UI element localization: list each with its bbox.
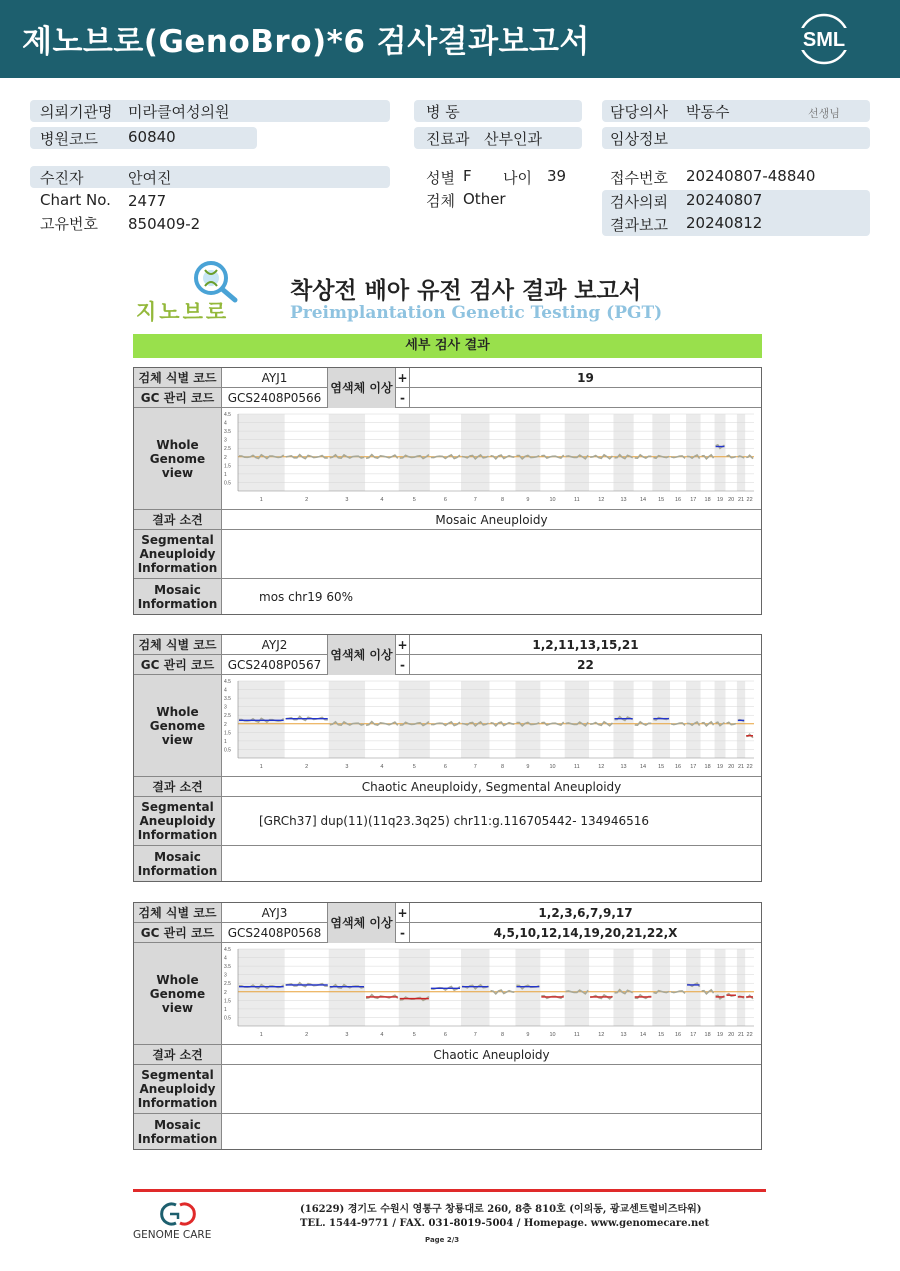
x-tick-label: 21 [737, 496, 745, 503]
y-tick-label: 2.5 [224, 980, 231, 987]
minus-sign: - [396, 655, 410, 674]
y-tick-label: 4.5 [224, 678, 231, 685]
chromosome-band [565, 681, 589, 758]
minus-sign: - [396, 388, 410, 407]
gc-code-value: GCS2408P0568 [222, 923, 328, 942]
chromosome-band [737, 949, 745, 1026]
x-tick-label: 20 [728, 1031, 735, 1038]
test-request-label: 검사의뢰 [610, 193, 668, 211]
copy-number-trace [671, 455, 685, 458]
clinical-info-label: 임상정보 [610, 130, 668, 148]
req-institution-value: 미라클여성의원 [128, 103, 230, 121]
plus-sign: + [396, 368, 410, 387]
chromosome-band [565, 949, 589, 1026]
x-tick-label: 19 [716, 496, 724, 503]
x-tick-label: 10 [549, 496, 556, 503]
segmental-label: Segmental Aneuploidy Information [134, 530, 222, 578]
x-tick-label: 3 [345, 496, 349, 503]
sample-table [133, 902, 762, 1150]
sample-table [133, 367, 762, 615]
x-tick-label: 6 [443, 496, 447, 503]
x-tick-label: 2 [305, 763, 309, 770]
copy-number-trace [491, 990, 515, 994]
specimen-label: 검체 [426, 192, 455, 210]
sex-value: F [463, 167, 472, 185]
genome-plot-svg [222, 676, 762, 776]
test-request-value: 20240807 [686, 191, 763, 209]
page-title: 제노브로(GenoBro)*6 검사결과보고서 [22, 24, 590, 60]
genome-chart [222, 943, 762, 1044]
sml-logo [796, 11, 852, 67]
x-tick-label: 22 [746, 496, 753, 503]
genome-care-logo-icon [158, 1199, 198, 1227]
x-tick-label: 21 [737, 763, 745, 770]
x-tick-label: 2 [305, 1031, 309, 1038]
plus-chromosomes: 1,2,11,13,15,21 [532, 637, 639, 652]
y-tick-label: 1.5 [224, 729, 231, 736]
doctor-value: 박동수 [686, 103, 730, 121]
gc-code-label: GC 관리 코드 [134, 923, 222, 942]
y-tick-label: 1.5 [224, 997, 231, 1004]
x-tick-label: 4 [380, 1031, 384, 1038]
x-tick-label: 14 [639, 496, 647, 503]
x-tick-label: 9 [526, 763, 530, 770]
genobro-logo-text: 지노브로 [136, 300, 230, 324]
unique-no-value: 850409-2 [128, 215, 201, 233]
chromosome-band [461, 681, 490, 758]
x-tick-label: 14 [639, 763, 647, 770]
x-tick-label: 9 [526, 1031, 530, 1038]
copy-number-trace [491, 455, 515, 459]
x-tick-label: 17 [690, 496, 697, 503]
genome-plot-svg [222, 944, 762, 1044]
x-tick-label: 16 [674, 763, 682, 770]
x-tick-label: 1 [259, 496, 263, 503]
y-tick-label: 0.5 [224, 746, 231, 753]
chromosome-band [715, 681, 726, 758]
x-tick-label: 1 [259, 763, 263, 770]
mosaic-label: Mosaic Information [134, 1114, 222, 1149]
department-value: 산부인과 [484, 130, 542, 148]
y-tick-label: 1 [224, 471, 227, 478]
footer-contact: TEL. 1544-9771 / FAX. 031-8019-5004 / Homepage. www.genomecare.net [300, 1218, 710, 1229]
age-value: 39 [547, 167, 567, 185]
age-label: 나이 [503, 169, 532, 187]
chromosome-band [686, 681, 701, 758]
chrom-abn-label: 염색체 이상 [328, 368, 396, 408]
sample-table [133, 634, 762, 882]
unique-no-label: 고유번호 [40, 215, 98, 233]
genome-label: Whole Genome view [134, 408, 222, 509]
report-title: 착상전 배아 유전 검사 결과 보고서 [290, 278, 642, 304]
x-tick-label: 2 [305, 496, 309, 503]
minus-chromosomes: 22 [577, 657, 594, 672]
chrom-abn-label: 염색체 이상 [328, 903, 396, 943]
department-label: 진료과 [426, 130, 470, 148]
x-tick-label: 12 [598, 496, 605, 503]
chromosome-band [686, 414, 701, 491]
x-tick-label: 21 [737, 1031, 745, 1038]
x-tick-label: 8 [500, 1031, 505, 1038]
x-tick-label: 18 [704, 763, 711, 770]
plus-sign: + [396, 635, 410, 654]
genome-plot-svg [222, 409, 762, 509]
result-report-label: 결과보고 [610, 216, 668, 234]
sml-logo-text: SML [802, 29, 846, 51]
x-tick-label: 4 [380, 496, 384, 503]
y-tick-label: 1.5 [224, 462, 231, 469]
x-tick-label: 7 [473, 1031, 477, 1038]
mosaic-value [222, 1114, 761, 1149]
hospital-code-label: 병원코드 [40, 130, 98, 148]
specimen-id-label: 검체 식별 코드 [134, 903, 222, 922]
x-tick-label: 13 [620, 763, 627, 770]
copy-number-trace [671, 722, 685, 725]
x-tick-label: 22 [746, 1031, 753, 1038]
plus-sign: + [396, 903, 410, 922]
segmental-label: Segmental Aneuploidy Information [134, 1065, 222, 1113]
footer-address: (16229) 경기도 수원시 영통구 창룡대로 260, 8층 810호 (이의동, 광교센트럴비즈타워) [300, 1204, 702, 1215]
finding-label: 결과 소견 [134, 777, 222, 796]
chrom-abn-label: 염색체 이상 [328, 635, 396, 675]
copy-number-trace [366, 721, 398, 725]
y-tick-label: 4 [224, 420, 227, 427]
genome-chart [222, 408, 762, 509]
gc-code-label: GC 관리 코드 [134, 388, 222, 407]
x-tick-label: 16 [674, 1031, 682, 1038]
chromosome-band [238, 414, 285, 491]
copy-number-trace [366, 454, 398, 458]
x-tick-label: 4 [380, 763, 384, 770]
genome-care-logo-text: GENOME CARE [133, 1229, 212, 1241]
chromosome-band [686, 949, 701, 1026]
recipient-label: 수진자 [40, 169, 84, 187]
doctor-suffix: 선생님 [808, 107, 840, 120]
chart-no-label: Chart No. [40, 191, 111, 209]
mosaic-value: mos chr19 60% [259, 589, 353, 604]
recipient-value: 안여진 [128, 169, 172, 187]
result-report-value: 20240812 [686, 214, 763, 232]
x-tick-label: 3 [345, 1031, 349, 1038]
req-institution-label: 의뢰기관명 [40, 103, 113, 121]
x-tick-label: 19 [716, 763, 724, 770]
receipt-no-value: 20240807-48840 [686, 167, 816, 185]
x-tick-label: 7 [473, 763, 477, 770]
minus-chromosomes [410, 388, 761, 407]
specimen-value: Other [463, 190, 506, 208]
gc-code-value: GCS2408P0567 [222, 655, 328, 674]
y-tick-label: 3 [224, 704, 227, 711]
specimen-id-value: AYJ3 [222, 903, 328, 922]
y-tick-label: 1 [224, 738, 227, 745]
x-tick-label: 19 [716, 1031, 724, 1038]
y-tick-label: 2 [224, 454, 227, 461]
x-tick-label: 6 [443, 763, 447, 770]
chromosome-band [715, 949, 726, 1026]
y-tick-label: 3.5 [224, 963, 231, 970]
x-tick-label: 5 [412, 1031, 416, 1038]
x-tick-label: 13 [620, 496, 627, 503]
footer-divider [133, 1189, 766, 1192]
chromosome-band [461, 414, 490, 491]
page-header [0, 0, 900, 78]
genome-chart [222, 675, 762, 776]
chromosome-band [715, 414, 726, 491]
copy-number-trace [671, 990, 685, 993]
x-tick-label: 10 [549, 763, 556, 770]
chromosome-band [613, 949, 633, 1026]
y-tick-label: 4.5 [224, 411, 231, 418]
x-tick-label: 10 [549, 1031, 556, 1038]
finding-value: Chaotic Aneuploidy [433, 1047, 550, 1062]
x-tick-label: 9 [526, 496, 530, 503]
x-tick-label: 15 [658, 763, 665, 770]
doctor-label: 담당의사 [610, 103, 668, 121]
x-tick-label: 14 [639, 1031, 647, 1038]
x-tick-label: 11 [574, 496, 580, 503]
x-tick-label: 1 [259, 1031, 263, 1038]
copy-number-trace [491, 722, 515, 726]
y-tick-label: 3 [224, 437, 227, 444]
x-tick-label: 17 [690, 1031, 697, 1038]
x-tick-label: 3 [345, 763, 349, 770]
y-tick-label: 1 [224, 1006, 227, 1013]
y-tick-label: 2.5 [224, 445, 231, 452]
x-tick-label: 16 [674, 496, 682, 503]
specimen-id-label: 검체 식별 코드 [134, 635, 222, 654]
x-tick-label: 20 [728, 763, 735, 770]
chromosome-band [613, 414, 633, 491]
y-tick-label: 2 [224, 721, 227, 728]
plus-chromosomes: 1,2,3,6,7,9,17 [538, 905, 633, 920]
y-tick-label: 4 [224, 687, 227, 694]
receipt-no-label: 접수번호 [610, 169, 668, 187]
y-tick-label: 3 [224, 972, 227, 979]
finding-value: Mosaic Aneuploidy [435, 512, 548, 527]
x-tick-label: 20 [728, 496, 735, 503]
chromosome-band [399, 949, 430, 1026]
mosaic-label: Mosaic Information [134, 846, 222, 881]
x-tick-label: 22 [746, 763, 753, 770]
chromosome-band [565, 414, 589, 491]
x-tick-label: 11 [574, 1031, 580, 1038]
mosaic-label: Mosaic Information [134, 579, 222, 614]
footer-address-block [300, 1203, 709, 1231]
gc-code-value: GCS2408P0566 [222, 388, 328, 407]
finding-value: Chaotic Aneuploidy, Segmental Aneuploidy [361, 779, 622, 794]
x-tick-label: 6 [443, 1031, 447, 1038]
hospital-code-value: 60840 [128, 128, 176, 146]
chromosome-band [399, 681, 430, 758]
specimen-id-value: AYJ2 [222, 635, 328, 654]
chromosome-band [515, 681, 540, 758]
genome-label: Whole Genome view [134, 675, 222, 776]
y-tick-label: 0.5 [224, 479, 231, 486]
chromosome-band [737, 414, 745, 491]
x-tick-label: 5 [412, 496, 416, 503]
report-subtitle: Preimplantation Genetic Testing (PGT) [290, 303, 663, 323]
y-tick-label: 4 [224, 955, 227, 962]
chromosome-band [329, 414, 365, 491]
gc-code-label: GC 관리 코드 [134, 655, 222, 674]
y-tick-label: 4.5 [224, 946, 231, 953]
ward-label: 병 동 [426, 103, 460, 121]
page-number: Page 2/3 [425, 1236, 460, 1244]
mosaic-value [222, 846, 761, 881]
x-tick-label: 15 [658, 1031, 665, 1038]
plus-chromosomes: 19 [577, 370, 594, 385]
segmental-value [222, 530, 761, 578]
sex-label: 성별 [426, 169, 455, 187]
section-header: 세부 검사 결과 [133, 334, 762, 358]
x-tick-label: 7 [473, 496, 477, 503]
x-tick-label: 12 [598, 1031, 605, 1038]
segmental-label: Segmental Aneuploidy Information [134, 797, 222, 845]
x-tick-label: 18 [704, 496, 711, 503]
x-tick-label: 15 [658, 496, 665, 503]
x-tick-label: 11 [574, 763, 580, 770]
x-tick-label: 12 [598, 763, 605, 770]
chromosome-band [652, 414, 670, 491]
y-tick-label: 2 [224, 989, 227, 996]
x-tick-label: 17 [690, 763, 697, 770]
chromosome-band [329, 681, 365, 758]
chromosome-band [652, 949, 670, 1026]
finding-label: 결과 소견 [134, 1045, 222, 1064]
segmental-value [222, 1065, 761, 1113]
specimen-id-label: 검체 식별 코드 [134, 368, 222, 387]
y-tick-label: 2.5 [224, 712, 231, 719]
genome-label: Whole Genome view [134, 943, 222, 1044]
y-tick-label: 3.5 [224, 428, 231, 435]
x-tick-label: 18 [704, 1031, 711, 1038]
chart-no-value: 2477 [128, 192, 167, 210]
copy-number-trace [286, 454, 328, 458]
x-tick-label: 13 [620, 1031, 627, 1038]
chromosome-band [399, 414, 430, 491]
finding-label: 결과 소견 [134, 510, 222, 529]
x-tick-label: 8 [500, 496, 505, 503]
y-tick-label: 3.5 [224, 695, 231, 702]
x-tick-label: 8 [500, 763, 505, 770]
specimen-id-value: AYJ1 [222, 368, 328, 387]
chromosome-band [515, 414, 540, 491]
segmental-value: [GRCh37] dup(11)(11q23.3q25) chr11:g.116705442- 134946516 [259, 814, 650, 828]
y-tick-label: 0.5 [224, 1014, 231, 1021]
minus-sign: - [396, 923, 410, 942]
x-tick-label: 5 [412, 763, 416, 770]
minus-chromosomes: 4,5,10,12,14,19,20,21,22,X [493, 925, 678, 940]
